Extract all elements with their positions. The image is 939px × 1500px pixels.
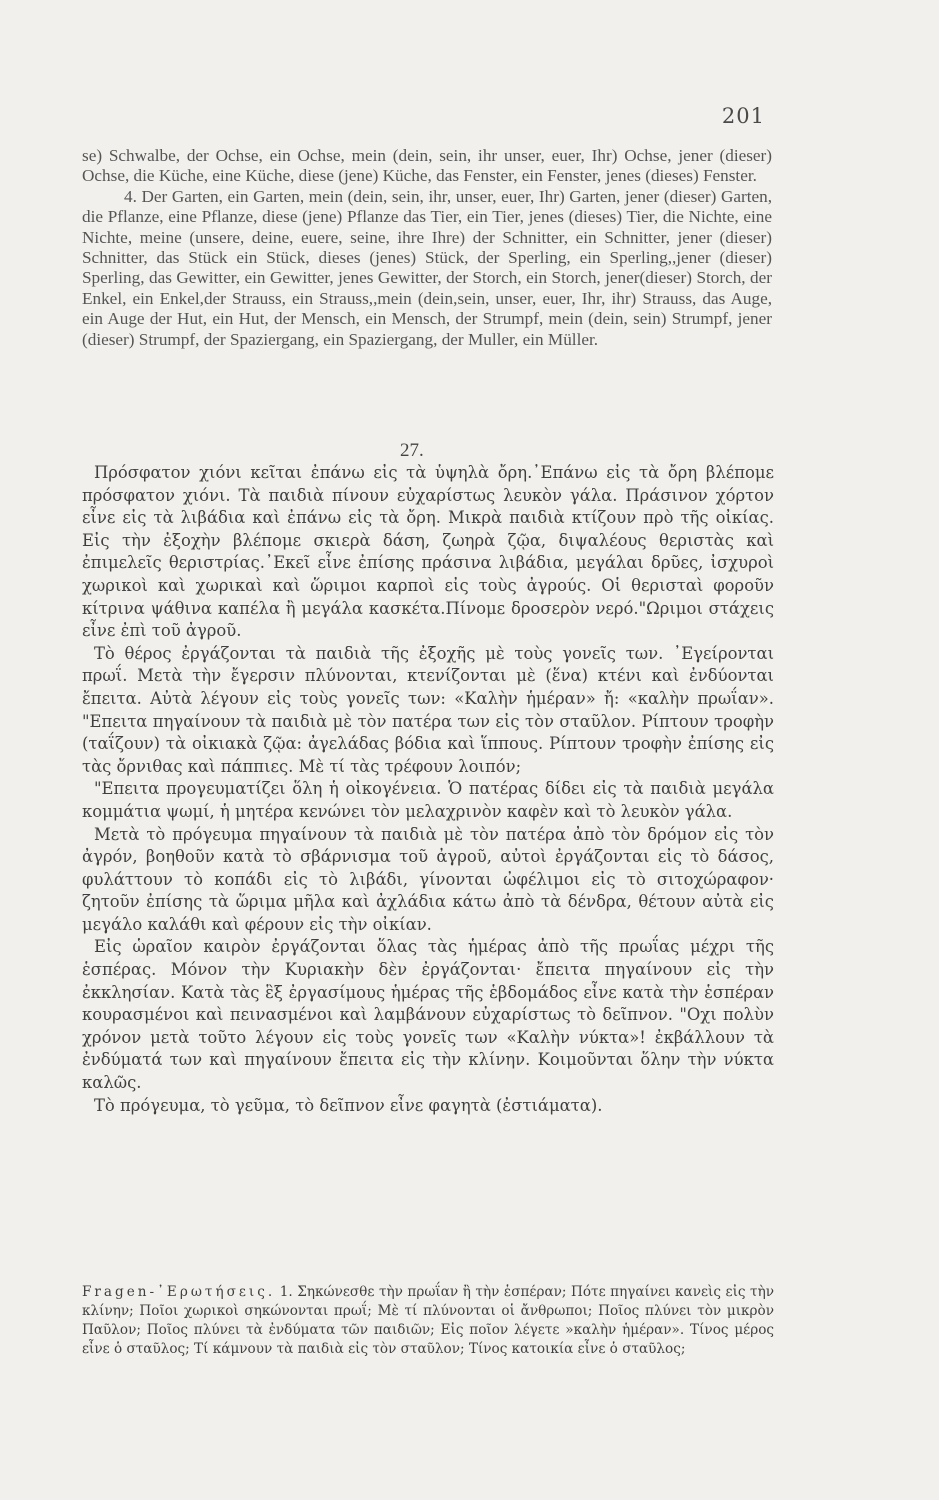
greek-paragraph: Πρόσφατον χιόνι κεῖται ἐπάνω εἰς τὰ ὑψηλὰ ὄρη.᾿Επάνω εἰς τὰ ὄρη βλέπομε πρόσφατον χιόνι. Τὰ παιδιὰ πίνουν εὐχαρίστως λευκὸν γάλα. Πράσινον χόρτον εἶνε εἰς τὰ λιβάδια καὶ ἐπάνω εἰς τὰ ὄρη. Μικρὰ παιδιὰ κτίζουν πρὸ τῆς οἰκίας. Εἰς τὴν ἐξοχὴν βλέπομε σκιερὰ δάση, ζωηρὰ ζῷα, διψαλέους θεριστὰς καὶ ἐπιμελεῖς θεριστρίας.᾿Εκεῖ εἶνε ἐπίσης πράσινα λιβάδια, μεγάλαι δρῦες, ἰσχυροὶ χωρικοὶ καὶ χωρικαὶ καὶ ὥριμοι καρποὶ εἰς τοὺς ἀγρούς. Οἱ θερισταὶ φοροῦν κίτρινα ψάθινα καπέλα ἢ μεγάλα κασκέτα.Πίνομε δροσερὸν νερό."Ωριμοι στάχεις εἶνε ἐπὶ τοῦ ἀγροῦ. (82, 463, 774, 641)
german-paragraph: se) Schwalbe, der Ochse, ein Ochse, mein (dein, sein, ihr unser, euer, Ihr) Ochse, jener (dieser) Ochse, die Küche, eine Küche, diese (jene) Küche, das Fenster, ein Fenster, jenes (dieses) Fenster. (82, 146, 772, 186)
questions-block (82, 1283, 774, 1359)
questions-paragraph (82, 1283, 774, 1359)
greek-paragraph: Τὸ πρόγευμα, τὸ γεῦμα, τὸ δεῖπνον εἶνε φαγητὰ (ἐστιάματα). (94, 1095, 603, 1115)
questions-text: 1. Σηκώνεσθε τὴν πρωΐαν ἢ τὴν ἑσπέραν; Πότε πηγαίνει κανεὶς εἰς τὴν κλίνην; Ποῖοι χωρικοὶ σηκώνονται πρωΐ; Μὲ τί πλύνονται οἱ ἄνθρωποι; Ποῖος πλύνει τὸν μικρὸν Παῦλον; Ποῖος πλύνει τὰ ἐνδύματα τῶν παιδιῶν; Εἰς ποῖον λέγετε »καλὴν ἡμέραν». Τίνος μέρος εἶνε ὁ σταῦλος; Τί κάμνουν τὰ παιδιὰ εἰς τὸν σταῦλον; Τίνος κατοικία εἶνε ὁ σταῦλος; (82, 1284, 774, 1357)
greek-paragraph: Μετὰ τὸ πρόγευμα πηγαίνουν τὰ παιδιὰ μὲ τὸν πατέρα ἀπὸ τὸν δρόμον εἰς τὸν ἀγρόν, βοηθοῦν κατὰ τὸ σβάρνισμα τοῦ ἀγροῦ, αὐτοὶ ἐργάζονται εἰς τὸ δάσος, φυλάττουν τὸ κοπάδι εἰς τὸ λιβάδι, γίνονται ὠφέλιμοι εἰς τὸ σιτοχώραφον· ζητοῦν ἐπίσης τὰ ὥριμα μῆλα καὶ ἀχλάδια κάτω ἀπὸ τὰ δένδρα, θέτουν αὐτὰ εἰς μεγάλο καλάθι καὶ φέρουν εἰς τὴν οἰκίαν. (82, 824, 774, 934)
page-number: 201 (721, 104, 765, 128)
section-number: 27. (400, 440, 424, 461)
german-paragraph: 4. Der Garten, ein Garten, mein (dein, sein, ihr, unser, euer, Ihr) Garten, jener (dieser) Garten, die Pflanze, eine Pflanze, diese (jene) Pflanze das Tier, ein Tier, jenes (dieses) Tier, die Nichte, eine Nichte, meine (unsere, deine, euere, seine, ihre Ihre) der Schnitter, ein Schnitter, jener (dieser) Schnitter, das Stück ein Stück, dieses (jenes) Stück, der Sperling, ein Sperling,,jener (dieser) Sperling, das Gewitter, ein Gewitter, jenes Gewitter, der Storch, ein Storch, jener(dieser) Storch, der Enkel, ein Enkel,der Strauss, ein Strauss,,mein (dein,sein, unser, euer, Ihr, ihr) Strauss, das Auge, ein Auge der Hut, ein Hut, der Mensch, ein Mensch, der Strumpf, mein (dein, sein) Strumpf, jener (dieser) Strumpf, der Spaziergang, ein Spaziergang, der Muller, ein Müller. (82, 186, 772, 349)
greek-paragraph: "Επειτα προγευματίζει ὅλη ἡ οἰκογένεια. Ὁ πατέρας δίδει εἰς τὰ παιδιὰ μεγάλα κομμάτια ψωμί, ἡ μητέρα κενώνει τὸν μελαχρινὸν καφὲν καὶ τὸ λευκὸν γάλα. (82, 779, 774, 821)
questions-label: Fragen-᾿Ερωτήσεις. (82, 1284, 276, 1300)
greek-paragraph: Τὸ θέρος ἐργάζονται τὰ παιδιὰ τῆς ἐξοχῆς μὲ τοὺς γονεῖς των. ᾿Εγείρονται πρωΐ. Μετὰ τὴν ἔγερσιν πλύνονται, κτενίζονται μὲ (ἕνα) κτένι καὶ ἐνδύονται ἔπειτα. Αὐτὰ λέγουν εἰς τοὺς γονεῖς των: «Καλὴν ἡμέραν» ἤ: «καλὴν πρωΐαν». "Επειτα πηγαίνουν τὰ παιδιὰ μὲ τὸν πατέρα των εἰς τὸν σταῦλον. Ρίπτουν τροφὴν (ταΐζουν) τὰ οἰκιακὰ ζῷα: ἀγελάδας βόδια καὶ ἵππους. Ρίπτουν τροφὴν ἐπίσης εἰς τὰς ὄρνιθας καὶ πάππιες. Μὲ τί τὰς τρέφουν λοιπόν; (82, 643, 774, 776)
greek-paragraph: Εἰς ὡραῖον καιρὸν ἐργάζονται ὅλας τὰς ἡμέρας ἀπὸ τῆς πρωΐας μέχρι τῆς ἑσπέρας. Μόνον τὴν Κυριακὴν δὲν ἐργάζονται· ἔπειτα πηγαίνουν εἰς τὴν ἐκκλησίαν. Κατὰ τὰς ἓξ ἐργασίμους ἡμέρας τῆς ἑβδομάδος εἶνε κατὰ τὴν ἑσπέραν κουρασμένοι καὶ πεινασμένοι καὶ λαμβάνουν εὐχαρίστως τὸ δεῖπνον. "Οχι πολὺν χρόνον μετὰ τοῦτο λέγουν εἰς τοὺς γονεῖς των «Καλὴν νύκτα»! ἐκβάλλουν τὰ ἐνδύματά των καὶ πηγαίνουν ἔπειτα εἰς τὴν κλίνην. Κοιμοῦνται ὅλην τὴν νύκτα καλῶς. (82, 937, 774, 1093)
german-vocabulary-block (82, 146, 772, 350)
greek-reading-text (82, 462, 774, 1117)
